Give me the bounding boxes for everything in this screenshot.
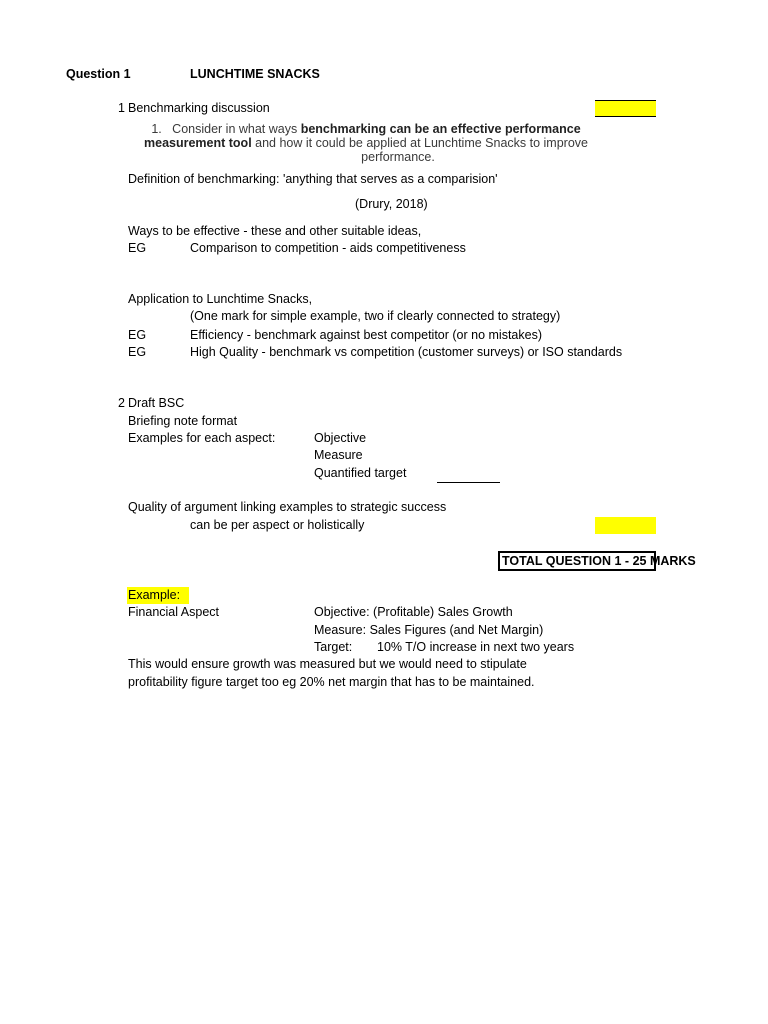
task-text-b: and how it could be applied at Lunchtime Snacks to improve	[251, 136, 588, 150]
quality-line: Quality of argument linking examples to strategic success	[128, 500, 447, 514]
example-label: Example:	[128, 588, 181, 602]
part1-number: 1	[118, 101, 125, 115]
example-conclusion-2: profitability figure target too eg 20% net margin that has to be maintained.	[128, 675, 535, 689]
example-target-text: 10% T/O increase in next two years	[377, 640, 575, 654]
task-text-bold-b: measurement tool	[144, 136, 252, 150]
aspect-item-target: Quantified target	[314, 466, 407, 480]
application-intro: Application to Lunchtime Snacks,	[128, 292, 313, 306]
example-conclusion-1: This would ensure growth was measured but we would need to stipulate	[128, 657, 527, 671]
application-note: (One mark for simple example, two if clearly connected to strategy)	[190, 309, 561, 323]
part1-mark-cell	[595, 100, 656, 117]
app-eg2-text: High Quality - benchmark vs competition (customer surveys) or ISO standards	[190, 345, 623, 359]
part2-number: 2	[118, 396, 125, 410]
examples-label: Examples for each aspect:	[128, 431, 276, 445]
app-eg1-text: Efficiency - benchmark against best competitor (or no mistakes)	[190, 328, 542, 342]
aspect-item-measure: Measure	[314, 448, 363, 462]
task-text-bold-a: benchmarking can be an effective performance	[300, 122, 581, 136]
aspect-item-objective: Objective	[314, 431, 367, 445]
example-measure: Measure: Sales Figures (and Net Margin)	[314, 623, 544, 637]
definition: Definition of benchmarking: 'anything that serves as a comparision'	[128, 172, 498, 186]
part2-title: Draft BSC	[128, 396, 185, 410]
ways-eg-text: Comparison to competition - aids competitiveness	[190, 241, 466, 255]
total-box: TOTAL QUESTION 1 - 25 MARKS	[498, 551, 656, 571]
citation: (Drury, 2018)	[355, 197, 428, 211]
task-line-3: performance.	[361, 150, 435, 164]
case-title: LUNCHTIME SNACKS	[190, 67, 320, 81]
example-objective: Objective: (Profitable) Sales Growth	[314, 605, 513, 619]
briefing-format: Briefing note format	[128, 414, 238, 428]
app-eg1-label: EG	[128, 328, 147, 342]
task-number: 1.	[151, 122, 162, 136]
ways-eg-label: EG	[128, 241, 147, 255]
part1-title: Benchmarking discussion	[128, 101, 270, 115]
subtotal-rule	[437, 482, 500, 483]
part2-mark-cell	[595, 517, 656, 534]
quality-note: can be per aspect or holistically	[190, 518, 365, 532]
example-aspect: Financial Aspect	[128, 605, 220, 619]
question-label: Question 1	[66, 67, 131, 81]
example-target-label: Target:	[314, 640, 353, 654]
ways-intro: Ways to be effective - these and other suitable ideas,	[128, 224, 422, 238]
app-eg2-label: EG	[128, 345, 147, 359]
task-text-a: Consider in what ways	[172, 122, 301, 136]
